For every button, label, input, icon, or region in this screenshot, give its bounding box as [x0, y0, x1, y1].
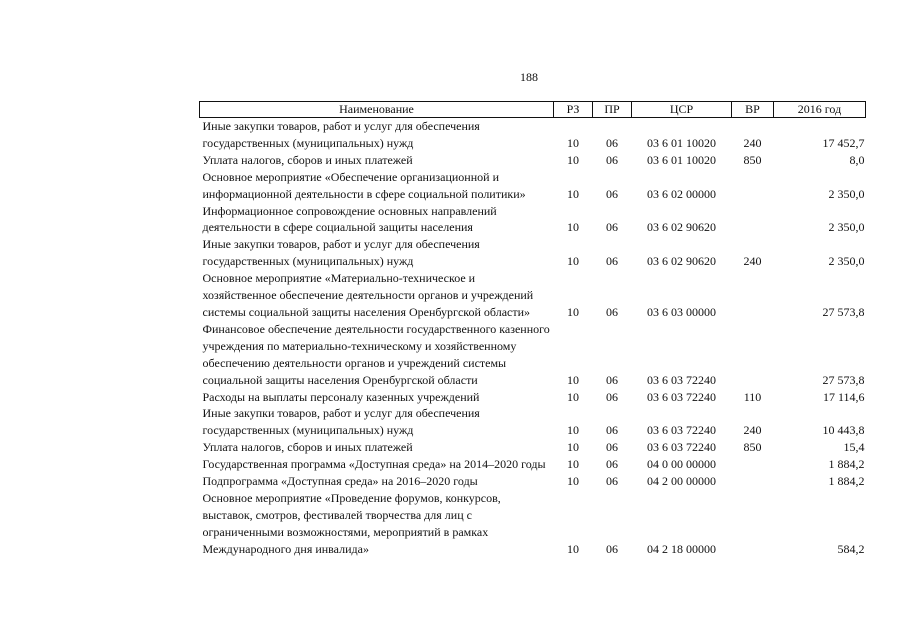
row-rz: 10: [567, 135, 579, 150]
row-vr: 240: [743, 135, 762, 150]
row-rz: 10: [567, 457, 579, 472]
table-row: [200, 473, 866, 490]
row-csr: 03 6 02 90620: [647, 220, 716, 235]
table-row: [200, 456, 866, 473]
table-row: [200, 490, 866, 558]
row-vr: 850: [743, 152, 762, 167]
header-year: 2016 год: [774, 102, 866, 118]
table-row: [200, 270, 866, 321]
row-vr: 240: [743, 254, 762, 269]
row-amount: 2 350,0: [828, 254, 865, 269]
row-amount: 1 884,2: [828, 474, 865, 489]
row-csr: 04 2 18 00000: [647, 541, 716, 556]
row-amount: 15,4: [843, 440, 865, 455]
row-amount: 17 452,7: [822, 135, 865, 150]
row-rz: 10: [567, 440, 579, 455]
row-pr: 06: [606, 389, 618, 404]
row-name: Основное мероприятие «Обеспечение организационной и информационной деятельности в сфере социальной политики»: [202, 169, 526, 201]
budget-table: [199, 101, 866, 558]
row-rz: 10: [567, 474, 579, 489]
header-vr: ВР: [732, 102, 774, 118]
row-name: Иные закупки товаров, работ и услуг для обеспечения государственных (муниципальных) нужд: [202, 237, 480, 269]
row-name: Расходы на выплаты персоналу казенных учреждений: [202, 389, 480, 404]
row-vr: [732, 270, 774, 321]
header-csr: ЦСР: [632, 102, 732, 118]
row-rz: 10: [567, 254, 579, 269]
row-pr: 06: [606, 440, 618, 455]
row-amount: 27 573,8: [822, 304, 865, 319]
row-rz: 10: [567, 220, 579, 235]
table-row: [200, 321, 866, 389]
row-name: Основное мероприятие «Проведение форумов, конкурсов, выставок, смотров, фестивалей творчества для лиц с ограниченными возможностями, мероприятий в рамках Международного дня инвалида»: [202, 490, 501, 556]
row-rz: 10: [567, 372, 579, 387]
row-vr: [732, 169, 774, 203]
row-rz: 10: [567, 541, 579, 556]
table-header-row: [200, 102, 866, 118]
row-name: Информационное сопровождение основных направлений деятельности в сфере социальной защиты населения: [202, 203, 497, 235]
header-name: Наименование: [200, 102, 554, 118]
row-rz: 10: [567, 152, 579, 167]
row-vr: [732, 203, 774, 237]
row-rz: 10: [567, 389, 579, 404]
row-csr: 03 6 01 10020: [647, 152, 716, 167]
row-amount: 2 350,0: [828, 220, 865, 235]
row-vr: [732, 473, 774, 490]
row-amount: 2 350,0: [828, 186, 865, 201]
row-rz: 10: [567, 186, 579, 201]
row-amount: 1 884,2: [828, 457, 865, 472]
row-csr: 03 6 03 72240: [647, 389, 716, 404]
row-csr: 03 6 03 72240: [647, 440, 716, 455]
row-pr: 06: [606, 220, 618, 235]
row-pr: 06: [606, 135, 618, 150]
row-name: Уплата налогов, сборов и иных платежей: [202, 440, 413, 455]
row-name: Государственная программа «Доступная среда» на 2014–2020 годы: [202, 457, 546, 472]
page-number: 188: [520, 70, 538, 84]
row-amount: 10 443,8: [822, 423, 865, 438]
row-amount: 584,2: [837, 541, 865, 556]
row-name: Финансовое обеспечение деятельности государственного казенного учреждения по материально-техническому и хозяйственному обеспечению деятельности органов и учреждений системы социальной защиты населения Оренбургской области: [202, 321, 550, 387]
row-pr: 06: [606, 457, 618, 472]
row-pr: 06: [606, 254, 618, 269]
row-vr: 110: [743, 389, 762, 404]
row-name: Основное мероприятие «Материально-техническое и хозяйственное обеспечение деятельности органов и учреждений системы социальной защиты населения Оренбургской области»: [202, 271, 534, 319]
row-vr: [732, 490, 774, 558]
row-pr: 06: [606, 423, 618, 438]
row-vr: [732, 321, 774, 389]
row-vr: [732, 456, 774, 473]
row-pr: 06: [606, 304, 618, 319]
row-rz: 10: [567, 423, 579, 438]
table-row: [200, 405, 866, 439]
table-row: [200, 118, 866, 152]
row-name: Подпрограмма «Доступная среда» на 2016–2020 годы: [202, 474, 478, 489]
row-pr: 06: [606, 372, 618, 387]
table-row: [200, 169, 866, 203]
row-amount: 17 114,6: [822, 389, 865, 404]
table-row: [200, 389, 866, 406]
table-row: [200, 439, 866, 456]
row-csr: 03 6 03 72240: [647, 423, 716, 438]
row-pr: 06: [606, 152, 618, 167]
row-vr: 240: [743, 423, 762, 438]
row-pr: 06: [606, 186, 618, 201]
row-pr: 06: [606, 541, 618, 556]
row-csr: 03 6 02 00000: [647, 186, 716, 201]
row-csr: 03 6 02 90620: [647, 254, 716, 269]
table-row: [200, 203, 866, 237]
header-rz: РЗ: [554, 102, 593, 118]
row-pr: 06: [606, 474, 618, 489]
row-csr: 04 2 00 00000: [647, 474, 716, 489]
row-name: Иные закупки товаров, работ и услуг для обеспечения государственных (муниципальных) нужд: [202, 406, 480, 438]
row-csr: 03 6 03 72240: [647, 372, 716, 387]
row-name: Уплата налогов, сборов и иных платежей: [202, 152, 413, 167]
row-amount: 8,0: [849, 152, 865, 167]
table-row: [200, 152, 866, 169]
row-rz: 10: [567, 304, 579, 319]
row-vr: 850: [743, 440, 762, 455]
row-name: Иные закупки товаров, работ и услуг для обеспечения государственных (муниципальных) нужд: [202, 119, 480, 150]
table-row: [200, 236, 866, 270]
row-csr: 03 6 03 00000: [647, 304, 716, 319]
header-pr: ПР: [593, 102, 632, 118]
row-csr: 03 6 01 10020: [647, 135, 716, 150]
row-amount: 27 573,8: [822, 372, 865, 387]
row-csr: 04 0 00 00000: [647, 457, 716, 472]
